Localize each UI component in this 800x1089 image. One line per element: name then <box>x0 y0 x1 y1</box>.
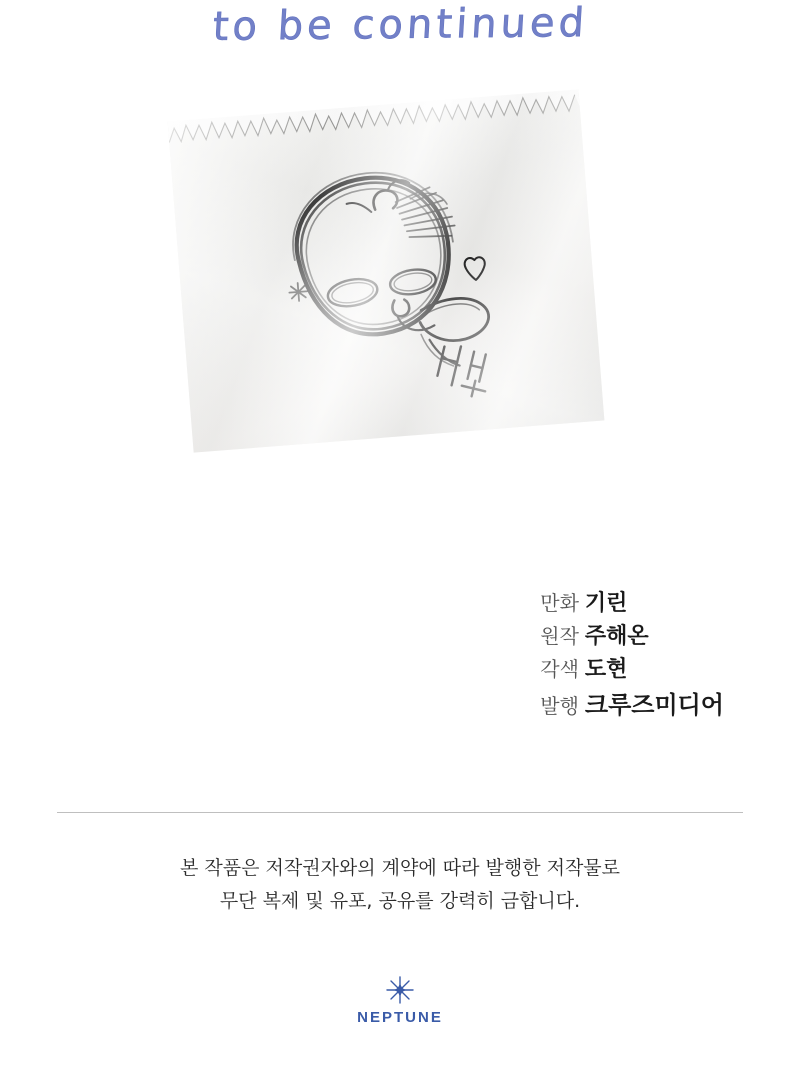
face-doodle <box>168 89 605 452</box>
publisher-logo-text: NEPTUNE <box>357 1009 443 1026</box>
artwork-stage <box>0 95 800 495</box>
credit-label-adaptation: 각색 <box>540 657 579 682</box>
copyright-notice <box>0 852 800 919</box>
credit-row <box>540 588 724 619</box>
credit-row <box>540 688 724 722</box>
publisher-logo <box>0 975 800 1026</box>
credit-label-publisher: 발행 <box>540 693 579 718</box>
credit-value-publisher: 크루즈미디어 <box>584 690 724 719</box>
notice-line-1: 본 작품은 저작권자와의 계약에 따라 발행한 저작물로 <box>179 857 621 879</box>
to-be-continued-banner <box>0 2 800 62</box>
star-icon <box>383 975 417 1005</box>
credit-row <box>540 654 724 685</box>
credit-row <box>540 621 724 652</box>
section-divider <box>57 812 743 813</box>
credit-value-adaptation: 도현 <box>584 657 628 683</box>
to-be-continued-text: to be continued <box>211 0 589 50</box>
credits-block <box>540 588 724 724</box>
sketch-paper <box>168 89 605 452</box>
credit-label-art: 만화 <box>540 591 579 615</box>
credit-value-art: 기린 <box>584 591 628 616</box>
credit-value-original: 주해온 <box>584 624 649 650</box>
credit-label-original: 원작 <box>540 624 579 649</box>
notice-line-2: 무단 복제 및 유포, 공유를 강력히 금합니다. <box>219 890 581 913</box>
